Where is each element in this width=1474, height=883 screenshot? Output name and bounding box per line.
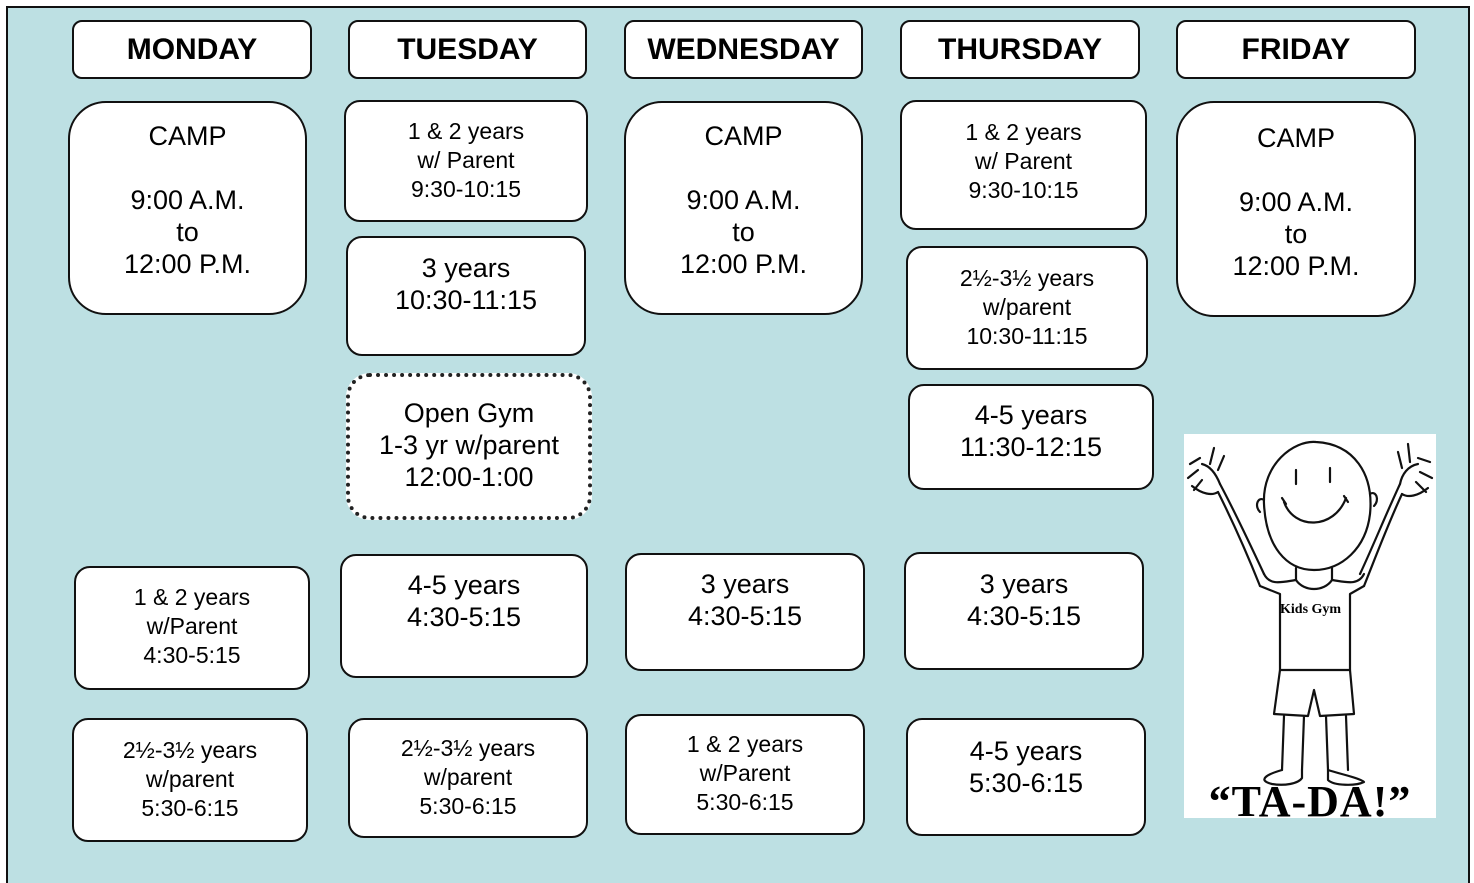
class-age: 3 years	[979, 569, 1069, 599]
monday-class-card-2	[72, 718, 308, 842]
tuesday-class-card-3	[340, 554, 588, 678]
class-time: 10:30-11:15	[394, 285, 538, 315]
class-time: 5:30-6:15	[419, 793, 517, 819]
camp-end-time: 12:00 P.M.	[679, 249, 808, 279]
wednesday-class-card-1	[625, 553, 865, 671]
tuesday-open-gym-card	[346, 373, 592, 520]
class-age: 4-5 years	[974, 400, 1088, 430]
class-note: w/Parent	[146, 613, 238, 639]
day-header-friday: FRIDAY	[1176, 20, 1416, 79]
class-time: 9:30-10:15	[411, 176, 521, 202]
day-header-monday: MONDAY	[72, 20, 312, 79]
tuesday-class-card-4	[348, 718, 588, 838]
class-age: 2½-3½ years	[959, 265, 1095, 291]
wednesday-class-card-2	[625, 714, 865, 835]
class-age: 1 & 2 years	[407, 118, 525, 144]
class-note: w/ Parent	[417, 147, 515, 173]
class-age: 4-5 years	[969, 736, 1083, 766]
tuesday-class-card-2	[346, 236, 586, 356]
class-note: w/parent	[982, 294, 1072, 320]
class-time: 4:30-5:15	[687, 601, 803, 631]
class-age: 2½-3½ years	[400, 735, 536, 761]
camp-start-time: 9:00 A.M.	[686, 185, 801, 215]
class-age: 4-5 years	[407, 570, 521, 600]
class-time: 4:30-5:15	[966, 601, 1082, 631]
class-age: 1 & 2 years	[686, 731, 804, 757]
monday-class-card-1	[74, 566, 310, 690]
tuesday-class-card-1	[344, 100, 588, 222]
class-time: 4:30-5:15	[406, 602, 522, 632]
class-age: 1 & 2 years	[133, 584, 251, 610]
class-age: 3 years	[700, 569, 790, 599]
camp-to: to	[1284, 219, 1308, 249]
camp-start-time: 9:00 A.M.	[1238, 187, 1354, 217]
thursday-class-card-2	[906, 246, 1148, 370]
class-time: 10:30-11:15	[966, 323, 1088, 349]
class-time: 5:30-6:15	[696, 789, 794, 815]
class-time: 5:30-6:15	[968, 768, 1084, 798]
cheering-kid-drawing	[1184, 434, 1436, 818]
class-time: 9:30-10:15	[968, 177, 1079, 203]
tada-caption: “TA-DA!”	[1208, 777, 1412, 826]
camp-title: CAMP	[1256, 123, 1335, 153]
day-header-thursday: THURSDAY	[900, 20, 1140, 79]
friday-camp-card	[1176, 101, 1416, 317]
open-gym-time: 12:00-1:00	[404, 462, 534, 492]
camp-end-time: 12:00 P.M.	[1232, 251, 1360, 281]
camp-to: to	[176, 217, 199, 247]
monday-camp-card	[68, 101, 307, 315]
camp-title: CAMP	[704, 121, 783, 151]
thursday-class-card-1	[900, 100, 1147, 230]
class-note: w/parent	[145, 766, 235, 792]
shirt-text: Kids Gym	[1280, 602, 1342, 617]
class-time: 4:30-5:15	[143, 642, 241, 668]
camp-end-time: 12:00 P.M.	[123, 249, 252, 279]
camp-title: CAMP	[148, 121, 227, 151]
class-note: w/Parent	[699, 760, 791, 786]
open-gym-title: Open Gym	[403, 398, 535, 428]
class-age: 2½-3½ years	[122, 737, 258, 763]
camp-to: to	[732, 217, 755, 247]
open-gym-age: 1-3 yr w/parent	[378, 430, 560, 460]
class-time: 5:30-6:15	[141, 795, 239, 821]
thursday-class-card-3	[908, 384, 1154, 490]
kids-gym-illustration	[1184, 434, 1436, 818]
class-note: w/ Parent	[974, 148, 1073, 174]
class-note: w/parent	[423, 764, 513, 790]
camp-start-time: 9:00 A.M.	[130, 185, 245, 215]
class-age: 1 & 2 years	[965, 119, 1082, 145]
class-age: 3 years	[421, 253, 511, 283]
wednesday-camp-card	[624, 101, 863, 315]
thursday-class-card-5	[906, 718, 1146, 836]
day-header-wednesday: WEDNESDAY	[624, 20, 863, 79]
thursday-class-card-4	[904, 552, 1144, 670]
day-header-tuesday: TUESDAY	[348, 20, 587, 79]
class-time: 11:30-12:15	[959, 432, 1103, 462]
